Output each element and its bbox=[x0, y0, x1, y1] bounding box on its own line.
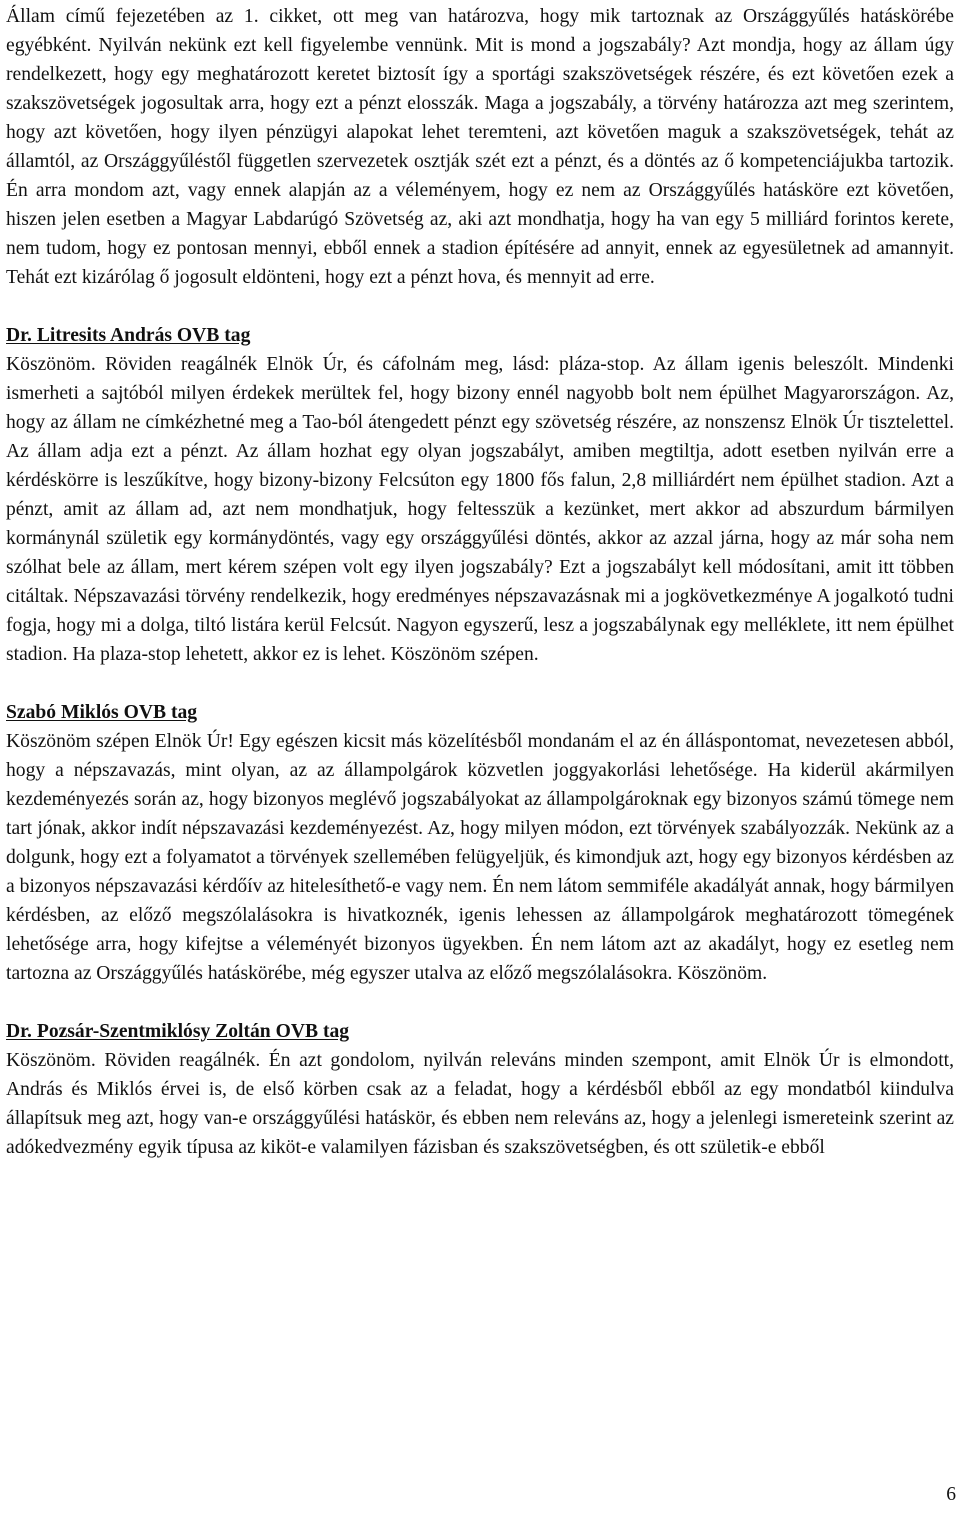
paragraph-text: Köszönöm. Röviden reagálnék Elnök Úr, és cáfolnám meg, lásd: pláza-stop. Az állam igenis beleszólt. Mindenki ismerheti a sajtóból milyen érdekek merültek fel, hogy bizony ennél nagyobb bolt nem épülhet Magyarországon. Az, hogy az állam ne címkézhetné meg a Tao-ból átengedett pénzt egy szövetség részére, az nonszensz Elnök Úr tisztelettel. Az állam adja ezt a pénzt. Az állam hozhat egy olyan jogszabályt, amiben megtiltja, adott esetben nyilván erre a kérdéskörre is leszűkítve, hogy bizony-bizony Felcsúton egy 1800 fős falun, 2,8 milliárdért nem épülhet stadion. Azt a pénzt, amit az állam ad, azt nem mondhatjuk, hogy feltesszük a kezünket, mert akkor ad abszurdum bármilyen kormánynál születik egy kormánydöntés, vagy egy országgyűlési döntés, akkor az azzal járna, hogy az már soha nem szólhat bele az állam, mert kérem szépen volt egy ilyen jogszabály? Ezt a jogszabályt kell módosítani, amit itt többen citáltak. Népszavazási törvény rendelkezik, hogy eredményes népszavazásnak mi a jogkövetkezménye A jogalkotó tudni fogja, hogy mi a dolga, tiltó listára kerül Felcsút. Nagyon egyszerű, lesz a jogszabálynak egy melléklete, itt nem épülhet stadion. Ha plaza-stop lehetett, akkor ez is lehet. Köszönöm szépen. bbox=[6, 354, 954, 665]
paragraph-text: Köszönöm szépen Elnök Úr! Egy egészen kicsit más közelítésből mondanám el az én álláspontomat, nevezetesen abból, hogy a népszavazás, mint olyan, az az állampolgárok közvetlen joggyakorlási lehetősége. Ha kiderül akármilyen kezdeményezés során az, hogy bizonyos meglévő jogszabályokat az állampolgároknak egy bizonyos számú tömege nem tart jónak, akkor indít népszavazási kezdeményezést. Az, hogy milyen módon, ezt törvények szabályozzák. Nekünk az a dolgunk, hogy ezt a folyamatot a törvények szellemében felügyeljük, és kimondjuk azt, hogy egy bizonyos kérdésben az a bizonyos népszavazási kérdőív az hitelesíthető-e vagy nem. Én nem látom semmiféle akadályát annak, hogy bármilyen kérdésben, az előző megszólalásokra is hivatkoznék, igenis lehessen az állampolgárok meghatározott tömegének lehetősége arra, hogy kifejtse a véleményét bizonyos ügyekben. Én nem látom azt az akadályt, hogy ez esetleg nem tartozna az Országgyűlés hatáskörébe, még egyszer utalva az előző megszólalásokra. Köszönöm. bbox=[6, 731, 954, 984]
document-page bbox=[6, 0, 954, 1162]
paragraph-block-2 bbox=[6, 321, 954, 669]
page-number: 6 bbox=[946, 1484, 956, 1505]
speaker-heading: Dr. Litresits András OVB tag bbox=[6, 325, 251, 346]
paragraph-block-3 bbox=[6, 698, 954, 988]
paragraph-block-4 bbox=[6, 1017, 954, 1162]
speaker-heading: Dr. Pozsár-Szentmiklósy Zoltán OVB tag bbox=[6, 1021, 350, 1042]
speaker-heading: Szabó Miklós OVB tag bbox=[6, 702, 198, 723]
paragraph-text: Állam című fejezetében az 1. cikket, ott meg van határozva, hogy mik tartoznak az Országgyűlés hatáskörébe egyébként. Nyilván nekünk ezt kell figyelembe vennünk. Mit is mond a jogszabály? Azt mondja, hogy az állam úgy rendelkezett, hogy egy meghatározott keretet biztosít így a sportági szakszövetségek részére, és ezt követően ezek a szakszövetségek jogosultak arra, hogy ezt a pénzt elosszák. Maga a jogszabály, a törvény határozza azt meg szerintem, hogy azt követően, hogy ilyen pénzügyi alapokat lehet teremteni, azt követően maguk a szakszövetségek, tehát az államtól, az Országgyűléstől független szervezetek osztják szét ezt a pénzt, és a döntés az ő kompetenciájukba tartozik. Én arra mondom azt, vagy ennek alapján az a véleményem, hogy ez nem az Országgyűlés hatásköre ezt követően, hiszen jelen esetben a Magyar Labdarúgó Szövetség az, aki azt mondhatja, hogy ha van egy 5 milliárd forintos kerete, nem tudom, hogy ez pontosan mennyi, ebből ennek a stadion építésére ad annyit, ennek az egyesületnek ad amannyit. Tehát ezt kizárólag ő jogosult eldönteni, hogy ezt a pénzt hova, és mennyit ad erre. bbox=[6, 6, 954, 288]
paragraph-block-1 bbox=[6, 2, 954, 292]
paragraph-text: Köszönöm. Röviden reagálnék. Én azt gondolom, nyilván releváns minden szempont, amit Elnök Úr is elmondott, András és Miklós érvei is, de első körben csak az a feladat, hogy a kérdésből ebből az egy mondatból kiindulva állapítsuk meg azt, hogy van-e országgyűlési hatáskör, és ebben nem releváns az, hogy a jelenlegi ismereteink szerint az adókedvezmény egyik típusa az kiköt-e valamilyen fázisban és szakszövetségben, és ott születik-e ebből bbox=[6, 1050, 954, 1158]
